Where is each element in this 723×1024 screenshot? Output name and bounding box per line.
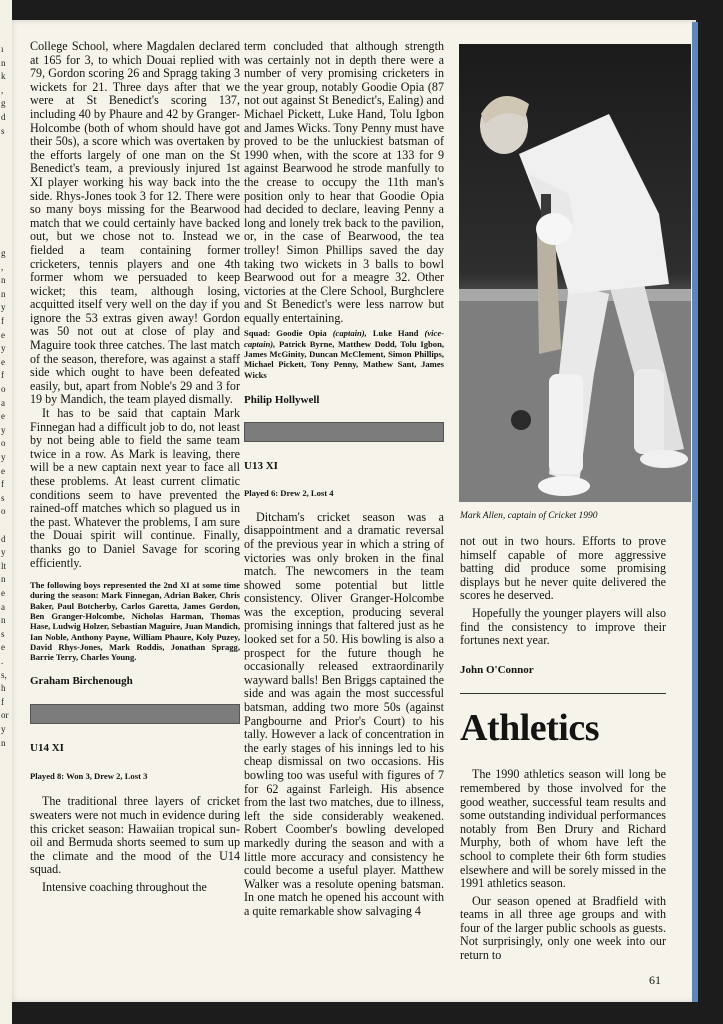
athletics-paragraph-2: Our season opened at Bradfield with teams in all three age groups and with four of the larger public schools as guests. Not surprisingly, only one week into our return to [460,893,666,963]
margin-fragment: g [1,248,6,258]
margin-fragment: d [1,533,6,544]
margin-fragment: n [1,57,6,68]
margin-fragment: , [1,261,4,272]
margin-fragment: k [1,71,6,82]
margin-fragment: f [1,316,4,326]
section-divider-bar [244,422,444,442]
col1-paragraph-2: It has to be said that captain Mark Finnegan had a difficult job to do, not least by not being able to field the same team twice in a row. As Mark is leaving, there will be a new captain next year to face all these problems. At least current climatic conditions seem to have prevented the rained-off matches which so plagued us in the past. Whatever the problems, I am sure the Douai spirit will continue. Finally, thanks go to Daniel Savage for scoring efficiently. [30,406,240,570]
squad-captain: Goodie Opia [276,328,327,339]
margin-fragment: y [1,547,6,558]
page-number: 61 [649,973,661,987]
margin-fragment: . [1,656,4,666]
batsman-illustration [459,44,691,502]
u13-heading: U13 XI [244,459,278,472]
margin-fragment: h [1,683,6,694]
margin-fragment: f [1,696,4,707]
margin-fragment: n [1,737,6,748]
u14-paragraph-2: Intensive coaching throughout the [42,879,207,894]
margin-fragment: f [1,370,4,381]
athletics-paragraph-1: The 1990 athletics season will long be remembered by those involved for the good weather, successful team results and some outstanding individual performances notably from Ben Drury and Richard Murphy, both of whom have left the school to complete their 6th form studies elsewhere and will be sorely missed in the 1991 athletics season. [460,767,666,891]
column-1 [30,40,240,894]
facing-page-text-fragments [0,0,12,1024]
col3-paragraph-2: Hopefully the younger players will also find the consistency to improve their fortunes next year. [460,605,666,648]
margin-fragment: , [1,84,4,95]
margin-fragment: ı [1,44,4,54]
margin-fragment: or [1,710,9,721]
col2-paragraph-1: term concluded that although strength was certainly not in depth there were a number of very promising cricketers in the year group, notably Goodie Opia (87 not out against St Benedict's, Ealing) and Michael Pickett, Luke Hand, Tolu Igbon and James Wicks. Tony Penny must have proved to be the unluckiest batsman of 1990 when, with the score at 133 for 9 against Bearwood he strode manfully to the crease to occupy the 11th man's position only to hear that Goodie Opia had decided to declare, leaving Penny a long and lonely trek back to the pavilion, or, in the case of Bearwood, the tea trolley! Simon Phillips saved the day taking two wickets in 3 balls to bowl Bearwood out for a meagre 32. Other victories at the Clere School, Burghclere and St Benedict's were less narrow but equally entertaining. [244,39,444,325]
u13-record: Played 6: Drew 2, Lost 4 [244,488,334,499]
section-divider-bar [30,704,240,724]
u14-squad-list [244,328,444,379]
page-edge-tab [692,22,698,1002]
magazine-page [12,20,696,1002]
u14-record: Played 8: Won 3, Drew 2, Lost 3 [30,770,148,781]
col2-author: Philip Hollywell [244,393,320,406]
margin-fragment: s [1,628,5,639]
squad-label: Squad: [244,328,271,339]
margin-fragment: y [1,452,6,462]
column-3 [460,535,666,963]
col3-paragraph-1: not out in two hours. Efforts to prove himself capable of more aggressive batting did produce some promising displays but he never quite delivered the scores he deserved. [460,534,666,603]
margin-fragment: s [1,492,5,503]
margin-fragment: g [1,98,6,109]
margin-fragment: f [1,479,4,490]
squad-vice-captain: Luke Hand [372,328,419,339]
margin-fragment: lt [1,560,7,571]
margin-fragment: a [1,397,5,408]
margin-fragment: y [1,724,6,734]
squad-captain-role: (captain), [332,328,367,339]
second-xi-squad-note: The following boys represented the 2nd XI at some time during the season: Mark Finnegan, Adrian Baker, Chris Baker, Paul Botcherby, Carlos Garetta, James Gordon, Ben Granger-Holcombe, Nicholas Harman, Thomas Hase, Ludwig Holzer, Sebastian Maguire, Juan Mandich, Ian Noble, Anthony Payne, William Phaure, Koly Puzey, David Rhys-Jones, Mark Roddis, Jonathan Spragg, Barrie Terry, Charles Young. [30,580,240,663]
athletics-title: Athletics [460,707,600,750]
u14-paragraph-1: The traditional three layers of cricket sweaters were not much in evidence during this cricket season: Hawaiian tropical sun-oil and Bermuda shorts seemed to sum up the climate and the mood of the U14 squad. [30,794,240,877]
squad-vice-role: (vice-captain), [244,328,445,349]
margin-fragment: a [1,601,5,612]
col1-author: Graham Birchenough [30,674,133,687]
col1-paragraph-1: College School, where Magdalen declared at 165 for 3, to which Douai replied with 79, Gordon scoring 26 and Spragg taking 3 wickets for 21. Three days after that we were at St Benedict's scoring 137, including 40 by Phaure and 42 by Granger-Holcombe (both of whom should have got their 50s), a score which was overtaken by the efforts largely of one man on the St Benedict's team, a previously injured 1st XI player working his way back into the side. Rhys-Jones took 3 for 12. There were so many boys missing for the Bearwood match that we could certainly have backed out, but we chose not to. Instead we fielded a team containing former cricketers, tennis players and one 4th former whom we persuaded to keep wicket; this team, although losing, acquitted itself very well on the day if you ignore the 53 extras given away! Gordon was 50 not out at close of play and Maguire took three catches. The last match of the season, therefore, was against a staff side which ought to have been defeated easily, but, apart from Noble's 29 and 3 for 19 by Mandich, the team played dismally. [30,39,240,407]
margin-fragment: o [1,384,6,394]
squad-members: Patrick Byrne, Matthew Dodd, Tolu Igbon, James McGinity, Duncan McClement, Simon Phillips, Michael Pickett, Tony Penny, Mathew Sant, James Wicks [244,338,444,380]
cricket-photo [459,44,691,502]
margin-fragment: y [1,343,6,354]
margin-fragment: n [1,288,6,299]
margin-fragment: s [1,125,5,136]
margin-fragment: n [1,574,6,585]
margin-fragment: o [1,506,6,517]
column-2 [244,40,444,919]
margin-fragment: e [1,588,5,598]
margin-fragment: s, [1,669,7,680]
margin-fragment: y [1,424,6,435]
u13-paragraph: Ditcham's cricket season was a disappointment and a dramatic reversal of the previous year in which a string of victories was only broken in the final match. The newcomers in the team showed some potential but little consistency. Oliver Granger-Holcombe was the exception, producing several promising innings that faltered just as he looked set for a 50. His bowling is also a prospect for the future though he occasionally released extraordinarily wayward balls! Ben Briggs captained the side and was again the most successful batsman, adding two more 50s (against Pangbourne and Prior's Court) to his tally. However a lack of concentration in the early stages of his innings led to his cheap dismissal on two occasions. His bowling too was useful with figures of 7 for 62 against Farleigh. His absence from the last two matches, due to illness, left the side considerably weakened. Robert Coomber's bowling developed markedly during the season and with a little more accuracy and consistency he could become a useful player. Matthew Walker was a resolute opening batsman. In one match he opened his account with a quite remarkable show salvaging 4 [244,509,444,918]
margin-fragment: e [1,465,5,476]
margin-fragment: o [1,438,6,449]
margin-fragment: e [1,642,5,653]
margin-fragment: d [1,112,6,122]
margin-fragment: e [1,356,5,367]
col3-author: John O'Connor [460,663,534,676]
margin-fragment: n [1,275,6,286]
margin-fragment: e [1,411,5,422]
margin-fragment: y [1,302,6,313]
photo-caption: Mark Allen, captain of Cricket 1990 [460,511,598,521]
margin-fragment: n [1,615,6,626]
u14-heading: U14 XI [30,742,64,755]
margin-fragment: e [1,329,5,340]
